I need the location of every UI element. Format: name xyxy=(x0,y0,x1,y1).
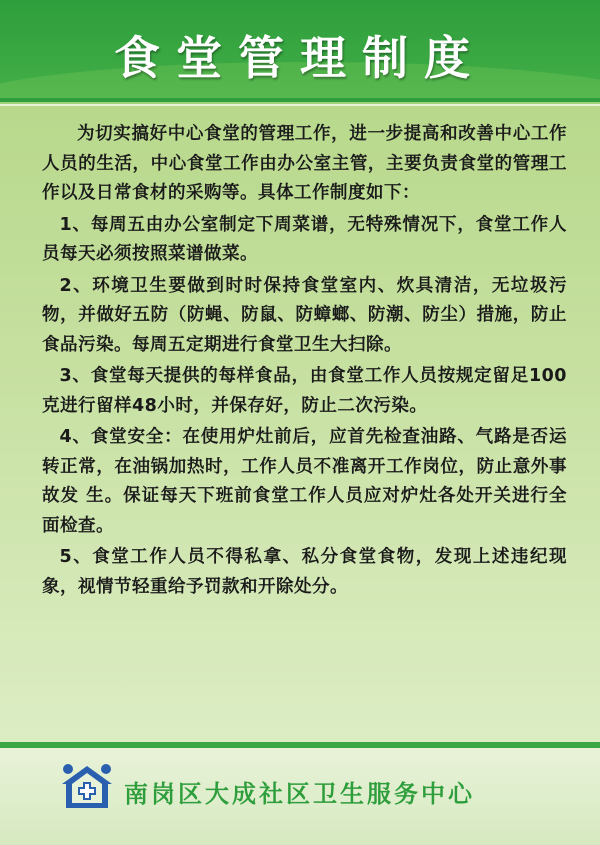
regulation-text xyxy=(42,120,567,602)
rule-item-4: 4、食堂安全：在使用炉灶前后，应首先检查油路、气路是否运转正常，在油锅加热时，工作人员不准离开工作岗位，防止意外事故发 生。保证每天下班前食堂工作人员应对炉灶各处开关进行全面检查。 xyxy=(42,427,567,536)
footer xyxy=(0,748,600,845)
organization-name: 南岗区大成社区卫生服务中心 xyxy=(124,780,475,808)
community-health-logo-icon xyxy=(58,762,116,810)
top-divider xyxy=(0,98,600,104)
intro-paragraph: 为切实搞好中心食堂的管理工作，进一步提高和改善中心工作人员的生活，中心食堂工作由办公室主管，主要负责食堂的管理工作以及日常食材的采购等。具体工作制度如下： xyxy=(42,124,567,203)
rule-item-2: 2、环境卫生要做到时时保持食堂室内、炊具清洁，无垃圾污物，并做好五防（防蝇、防鼠、防蟑螂、防潮、防尘）措施，防止食品污染。每周五定期进行食堂卫生大扫除。 xyxy=(42,275,567,355)
rule-item-5: 5、食堂工作人员不得私拿、私分食堂食物，发现上述违纪现象，视情节轻重给予罚款和开除处分。 xyxy=(42,547,567,597)
content-panel xyxy=(0,106,600,742)
header-banner xyxy=(0,0,600,100)
page-title: 食堂管理制度 xyxy=(114,31,486,85)
rule-item-1: 1、每周五由办公室制定下周菜谱，无特殊情况下，食堂工作人员每天必须按照菜谱做菜。 xyxy=(42,214,567,264)
rule-item-3: 3、食堂每天提供的每样食品，由食堂工作人员按规定留足100克进行留样48小时，并保存好，防止二次污染。 xyxy=(42,366,567,416)
